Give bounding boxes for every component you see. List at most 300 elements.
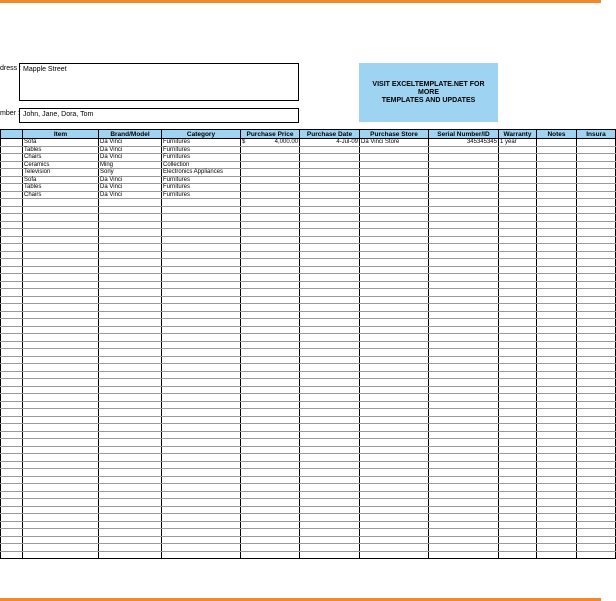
table-cell[interactable]: Ceramics — [23, 161, 99, 169]
table-cell[interactable] — [429, 364, 499, 372]
table-cell[interactable] — [300, 356, 360, 364]
table-cell[interactable] — [300, 334, 360, 342]
table-cell[interactable] — [537, 356, 577, 364]
table-cell[interactable] — [360, 326, 429, 334]
table-cell[interactable] — [99, 521, 162, 529]
table-cell[interactable] — [429, 281, 499, 289]
table-cell[interactable] — [537, 401, 577, 409]
table-cell[interactable] — [499, 334, 537, 342]
table-cell[interactable] — [537, 191, 577, 199]
table-cell[interactable] — [1, 236, 23, 244]
table-cell[interactable] — [537, 274, 577, 282]
table-cell[interactable] — [360, 484, 429, 492]
column-header[interactable]: Brand/Model — [99, 130, 162, 139]
table-cell[interactable] — [360, 206, 429, 214]
table-cell[interactable] — [300, 311, 360, 319]
table-cell[interactable] — [300, 551, 360, 559]
table-cell[interactable] — [360, 551, 429, 559]
table-cell[interactable] — [577, 461, 616, 469]
table-cell[interactable] — [429, 416, 499, 424]
table-cell[interactable] — [162, 431, 241, 439]
table-cell[interactable] — [241, 341, 300, 349]
table-cell[interactable] — [1, 334, 23, 342]
table-cell[interactable] — [241, 356, 300, 364]
table-cell[interactable] — [23, 386, 99, 394]
table-cell[interactable] — [360, 274, 429, 282]
table-cell[interactable] — [23, 221, 99, 229]
table-cell[interactable] — [241, 416, 300, 424]
table-cell[interactable] — [360, 461, 429, 469]
table-cell[interactable] — [537, 521, 577, 529]
table-cell[interactable]: Furnitures — [162, 191, 241, 199]
column-header[interactable]: Notes — [537, 130, 577, 139]
table-cell[interactable] — [300, 266, 360, 274]
table-cell[interactable] — [99, 469, 162, 477]
table-cell[interactable] — [162, 536, 241, 544]
table-cell[interactable]: Furnitures — [162, 139, 241, 147]
table-cell[interactable] — [499, 446, 537, 454]
table-cell[interactable] — [499, 461, 537, 469]
table-cell[interactable] — [300, 364, 360, 372]
table-cell[interactable] — [99, 484, 162, 492]
table-cell[interactable] — [300, 176, 360, 184]
table-cell[interactable] — [499, 506, 537, 514]
table-cell[interactable] — [99, 221, 162, 229]
table-cell[interactable] — [241, 521, 300, 529]
table-cell[interactable] — [1, 364, 23, 372]
table-cell[interactable] — [360, 214, 429, 222]
table-cell[interactable] — [577, 289, 616, 297]
table-cell[interactable] — [162, 454, 241, 462]
table-cell[interactable]: Television — [23, 169, 99, 177]
table-cell[interactable] — [99, 506, 162, 514]
table-cell[interactable] — [241, 506, 300, 514]
table-cell[interactable]: Ming — [99, 161, 162, 169]
table-cell[interactable] — [1, 469, 23, 477]
table-cell[interactable] — [300, 401, 360, 409]
table-cell[interactable] — [577, 431, 616, 439]
table-cell[interactable] — [537, 446, 577, 454]
table-cell[interactable] — [537, 259, 577, 267]
table-cell[interactable] — [99, 401, 162, 409]
table-cell[interactable] — [360, 184, 429, 192]
table-cell[interactable] — [429, 394, 499, 402]
table-cell[interactable] — [537, 229, 577, 237]
table-cell[interactable]: Da Vinci — [99, 154, 162, 162]
table-cell[interactable] — [577, 454, 616, 462]
table-cell[interactable] — [360, 334, 429, 342]
table-cell[interactable] — [241, 139, 300, 147]
table-cell[interactable] — [1, 409, 23, 417]
column-header[interactable]: Purchase Price — [241, 130, 300, 139]
table-cell[interactable] — [300, 244, 360, 252]
table-cell[interactable] — [429, 341, 499, 349]
table-cell[interactable] — [241, 259, 300, 267]
table-cell[interactable] — [300, 536, 360, 544]
table-cell[interactable] — [499, 379, 537, 387]
table-cell[interactable]: Tables — [23, 184, 99, 192]
table-cell[interactable] — [1, 499, 23, 507]
table-cell[interactable] — [300, 289, 360, 297]
table-cell[interactable] — [1, 371, 23, 379]
table-cell[interactable] — [241, 349, 300, 357]
table-cell[interactable] — [1, 521, 23, 529]
table-cell[interactable] — [537, 221, 577, 229]
table-cell[interactable] — [537, 206, 577, 214]
table-cell[interactable] — [23, 416, 99, 424]
table-cell[interactable] — [300, 484, 360, 492]
table-cell[interactable]: Furnitures — [162, 154, 241, 162]
table-cell[interactable] — [537, 371, 577, 379]
table-cell[interactable] — [241, 364, 300, 372]
table-cell[interactable] — [577, 319, 616, 327]
table-cell[interactable] — [300, 469, 360, 477]
table-cell[interactable] — [300, 506, 360, 514]
table-cell[interactable] — [162, 334, 241, 342]
table-cell[interactable] — [537, 296, 577, 304]
table-cell[interactable] — [429, 244, 499, 252]
table-cell[interactable] — [300, 521, 360, 529]
table-cell[interactable] — [23, 409, 99, 417]
table-cell[interactable] — [241, 184, 300, 192]
table-cell[interactable] — [429, 484, 499, 492]
table-cell[interactable] — [162, 356, 241, 364]
table-cell[interactable] — [577, 484, 616, 492]
table-cell[interactable]: Da Vinci — [99, 146, 162, 154]
table-cell[interactable] — [577, 214, 616, 222]
table-cell[interactable] — [537, 536, 577, 544]
table-cell[interactable] — [537, 514, 577, 522]
table-cell[interactable] — [23, 379, 99, 387]
table-cell[interactable] — [360, 371, 429, 379]
table-cell[interactable] — [162, 386, 241, 394]
table-cell[interactable] — [23, 431, 99, 439]
table-cell[interactable] — [499, 356, 537, 364]
table-cell[interactable]: 345345345 — [429, 139, 499, 147]
table-cell[interactable] — [537, 461, 577, 469]
table-cell[interactable] — [241, 394, 300, 402]
table-cell[interactable] — [577, 386, 616, 394]
table-cell[interactable] — [99, 551, 162, 559]
table-cell[interactable] — [429, 146, 499, 154]
table-cell[interactable] — [241, 146, 300, 154]
table-cell[interactable] — [162, 311, 241, 319]
table-cell[interactable] — [360, 191, 429, 199]
table-cell[interactable] — [99, 536, 162, 544]
table-cell[interactable]: Sofa — [23, 139, 99, 147]
table-cell[interactable] — [162, 506, 241, 514]
table-cell[interactable] — [1, 424, 23, 432]
table-cell[interactable] — [241, 199, 300, 207]
table-cell[interactable] — [300, 199, 360, 207]
table-cell[interactable] — [241, 371, 300, 379]
table-cell[interactable] — [499, 154, 537, 162]
table-cell[interactable] — [23, 319, 99, 327]
table-cell[interactable] — [577, 191, 616, 199]
table-cell[interactable] — [1, 296, 23, 304]
table-cell[interactable] — [300, 191, 360, 199]
table-cell[interactable] — [577, 544, 616, 552]
table-cell[interactable] — [499, 274, 537, 282]
table-cell[interactable] — [99, 244, 162, 252]
table-cell[interactable] — [429, 401, 499, 409]
table-cell[interactable] — [537, 289, 577, 297]
table-cell[interactable] — [23, 514, 99, 522]
table-cell[interactable] — [300, 454, 360, 462]
table-cell[interactable] — [23, 274, 99, 282]
table-cell[interactable] — [241, 191, 300, 199]
table-cell[interactable] — [1, 229, 23, 237]
table-cell[interactable] — [241, 319, 300, 327]
table-cell[interactable] — [429, 439, 499, 447]
table-cell[interactable] — [429, 259, 499, 267]
table-cell[interactable] — [162, 296, 241, 304]
table-cell[interactable]: Electronics Appliances — [162, 169, 241, 177]
table-cell[interactable] — [241, 229, 300, 237]
table-cell[interactable] — [23, 236, 99, 244]
table-cell[interactable]: Chairs — [23, 191, 99, 199]
table-cell[interactable] — [429, 161, 499, 169]
table-cell[interactable] — [360, 281, 429, 289]
table-cell[interactable] — [1, 536, 23, 544]
table-cell[interactable] — [241, 401, 300, 409]
table-cell[interactable] — [577, 394, 616, 402]
table-cell[interactable] — [360, 454, 429, 462]
table-cell[interactable]: Tables — [23, 146, 99, 154]
table-cell[interactable] — [23, 439, 99, 447]
table-cell[interactable] — [1, 169, 23, 177]
table-cell[interactable] — [429, 311, 499, 319]
table-cell[interactable] — [429, 154, 499, 162]
table-cell[interactable] — [577, 514, 616, 522]
table-cell[interactable] — [300, 461, 360, 469]
table-cell[interactable] — [162, 214, 241, 222]
table-cell[interactable] — [499, 476, 537, 484]
table-cell[interactable] — [300, 476, 360, 484]
table-cell[interactable] — [23, 551, 99, 559]
table-cell[interactable] — [162, 514, 241, 522]
table-cell[interactable] — [300, 491, 360, 499]
table-cell[interactable] — [1, 304, 23, 312]
table-cell[interactable] — [99, 454, 162, 462]
table-cell[interactable] — [499, 341, 537, 349]
table-cell[interactable] — [577, 229, 616, 237]
table-cell[interactable] — [99, 461, 162, 469]
table-cell[interactable] — [1, 401, 23, 409]
table-cell[interactable] — [99, 304, 162, 312]
table-cell[interactable]: Da Vinci — [99, 139, 162, 147]
table-cell[interactable] — [1, 514, 23, 522]
table-cell[interactable] — [499, 439, 537, 447]
table-cell[interactable] — [300, 214, 360, 222]
table-cell[interactable] — [577, 266, 616, 274]
table-cell[interactable] — [241, 274, 300, 282]
table-cell[interactable] — [241, 446, 300, 454]
table-cell[interactable] — [23, 394, 99, 402]
table-cell[interactable] — [300, 424, 360, 432]
table-cell[interactable] — [537, 476, 577, 484]
table-cell[interactable] — [429, 491, 499, 499]
table-cell[interactable] — [499, 221, 537, 229]
table-cell[interactable] — [429, 236, 499, 244]
table-cell[interactable] — [577, 491, 616, 499]
table-cell[interactable] — [360, 416, 429, 424]
table-cell[interactable] — [300, 169, 360, 177]
table-cell[interactable]: Da Vinci — [99, 176, 162, 184]
table-cell[interactable] — [300, 161, 360, 169]
table-cell[interactable] — [537, 491, 577, 499]
table-cell[interactable] — [360, 304, 429, 312]
table-cell[interactable] — [577, 506, 616, 514]
table-cell[interactable] — [499, 251, 537, 259]
table-cell[interactable] — [241, 296, 300, 304]
table-cell[interactable] — [360, 424, 429, 432]
table-cell[interactable] — [241, 529, 300, 537]
table-cell[interactable] — [499, 214, 537, 222]
table-cell[interactable] — [241, 431, 300, 439]
table-cell[interactable] — [360, 364, 429, 372]
table-cell[interactable] — [537, 214, 577, 222]
table-cell[interactable] — [241, 491, 300, 499]
table-cell[interactable] — [499, 229, 537, 237]
table-cell[interactable] — [577, 184, 616, 192]
table-cell[interactable] — [360, 529, 429, 537]
table-cell[interactable] — [537, 244, 577, 252]
table-cell[interactable] — [300, 326, 360, 334]
table-cell[interactable] — [429, 274, 499, 282]
table-cell[interactable]: Chairs — [23, 154, 99, 162]
table-cell[interactable] — [23, 401, 99, 409]
table-cell[interactable] — [23, 544, 99, 552]
table-cell[interactable] — [360, 311, 429, 319]
table-cell[interactable] — [360, 514, 429, 522]
table-cell[interactable] — [360, 521, 429, 529]
table-cell[interactable] — [499, 296, 537, 304]
table-cell[interactable] — [1, 266, 23, 274]
table-cell[interactable] — [429, 289, 499, 297]
table-cell[interactable] — [537, 326, 577, 334]
table-cell[interactable] — [241, 551, 300, 559]
table-cell[interactable] — [577, 536, 616, 544]
table-cell[interactable] — [577, 199, 616, 207]
table-cell[interactable] — [99, 289, 162, 297]
table-cell[interactable] — [300, 221, 360, 229]
table-cell[interactable] — [577, 439, 616, 447]
table-cell[interactable] — [99, 529, 162, 537]
table-cell[interactable] — [429, 521, 499, 529]
table-cell[interactable] — [577, 416, 616, 424]
table-cell[interactable] — [360, 221, 429, 229]
table-cell[interactable] — [537, 439, 577, 447]
table-cell[interactable] — [360, 491, 429, 499]
table-cell[interactable] — [429, 326, 499, 334]
table-cell[interactable] — [241, 476, 300, 484]
table-cell[interactable] — [1, 319, 23, 327]
table-cell[interactable] — [162, 229, 241, 237]
table-cell[interactable] — [360, 161, 429, 169]
table-cell[interactable] — [241, 461, 300, 469]
table-cell[interactable] — [429, 476, 499, 484]
table-cell[interactable] — [499, 184, 537, 192]
table-cell[interactable] — [537, 529, 577, 537]
table-cell[interactable] — [499, 491, 537, 499]
table-cell[interactable] — [99, 476, 162, 484]
table-cell[interactable] — [499, 424, 537, 432]
table-cell[interactable] — [429, 409, 499, 417]
table-cell[interactable] — [162, 206, 241, 214]
table-cell[interactable] — [360, 266, 429, 274]
table-cell[interactable] — [99, 274, 162, 282]
table-cell[interactable] — [300, 544, 360, 552]
table-cell[interactable] — [429, 296, 499, 304]
table-cell[interactable] — [429, 529, 499, 537]
table-cell[interactable] — [537, 394, 577, 402]
table-cell[interactable]: Da Vinci Store — [360, 139, 429, 147]
table-cell[interactable] — [300, 394, 360, 402]
table-cell[interactable] — [360, 319, 429, 327]
table-cell[interactable] — [360, 409, 429, 417]
table-cell[interactable] — [577, 356, 616, 364]
table-cell[interactable] — [241, 266, 300, 274]
table-cell[interactable] — [300, 184, 360, 192]
table-cell[interactable] — [577, 349, 616, 357]
table-cell[interactable] — [241, 409, 300, 417]
table-cell[interactable] — [537, 154, 577, 162]
table-cell[interactable] — [1, 184, 23, 192]
table-cell[interactable] — [499, 319, 537, 327]
table-cell[interactable] — [1, 214, 23, 222]
table-cell[interactable] — [99, 199, 162, 207]
table-cell[interactable] — [300, 439, 360, 447]
table-cell[interactable] — [360, 251, 429, 259]
table-cell[interactable] — [429, 469, 499, 477]
table-cell[interactable] — [429, 214, 499, 222]
table-cell[interactable] — [360, 236, 429, 244]
table-cell[interactable] — [300, 206, 360, 214]
table-cell[interactable] — [577, 446, 616, 454]
table-cell[interactable] — [23, 334, 99, 342]
table-cell[interactable] — [499, 364, 537, 372]
table-cell[interactable] — [360, 544, 429, 552]
table-cell[interactable] — [23, 454, 99, 462]
table-cell[interactable] — [360, 379, 429, 387]
table-cell[interactable] — [300, 349, 360, 357]
table-cell[interactable] — [99, 446, 162, 454]
table-cell[interactable]: Furnitures — [162, 184, 241, 192]
table-cell[interactable] — [537, 266, 577, 274]
table-cell[interactable] — [23, 266, 99, 274]
table-cell[interactable] — [162, 304, 241, 312]
table-cell[interactable] — [1, 529, 23, 537]
table-cell[interactable] — [1, 274, 23, 282]
table-cell[interactable] — [300, 154, 360, 162]
table-cell[interactable] — [360, 506, 429, 514]
table-cell[interactable] — [162, 499, 241, 507]
table-cell[interactable] — [499, 431, 537, 439]
column-header[interactable]: Purchase Date — [300, 130, 360, 139]
table-cell[interactable] — [162, 394, 241, 402]
table-cell[interactable] — [499, 161, 537, 169]
table-cell[interactable] — [1, 431, 23, 439]
table-cell[interactable] — [360, 259, 429, 267]
table-cell[interactable] — [99, 439, 162, 447]
table-cell[interactable] — [162, 409, 241, 417]
table-cell[interactable] — [241, 439, 300, 447]
table-cell[interactable] — [23, 506, 99, 514]
table-cell[interactable] — [1, 394, 23, 402]
table-cell[interactable] — [499, 304, 537, 312]
table-cell[interactable] — [300, 251, 360, 259]
